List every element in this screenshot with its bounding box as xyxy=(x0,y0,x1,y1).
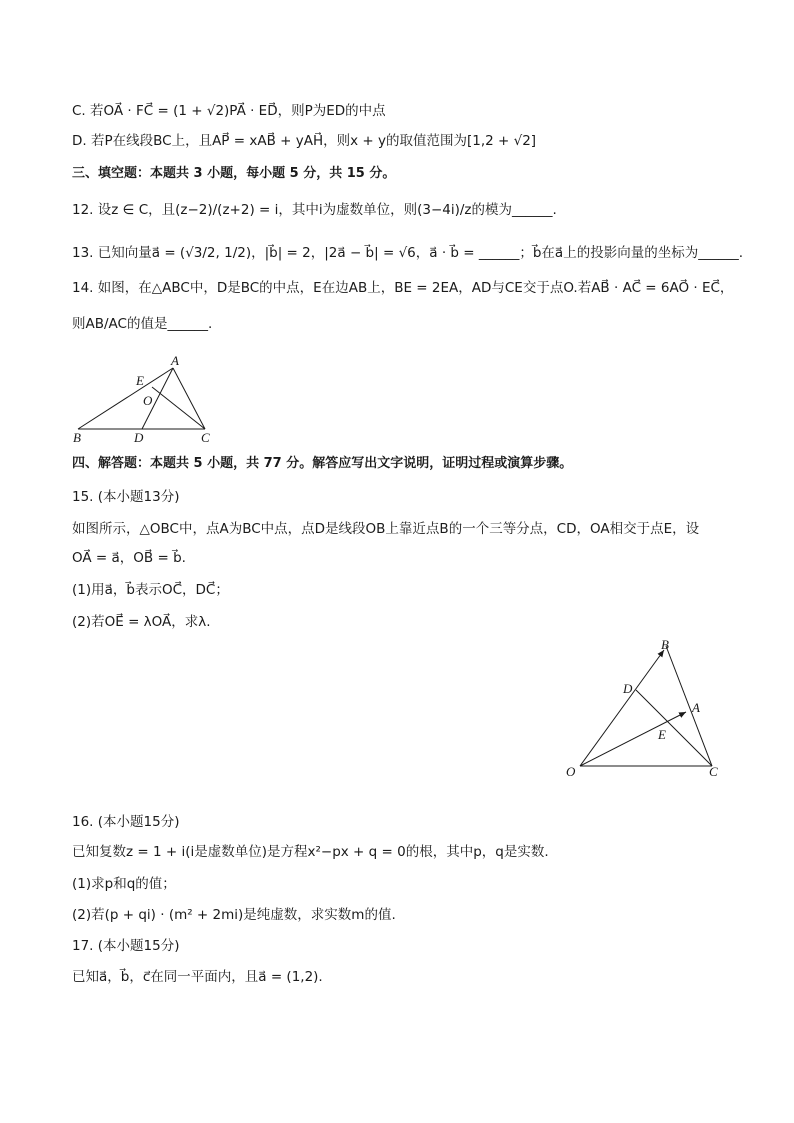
question-17-header: 17. (本小题15分) xyxy=(72,938,180,954)
segment-ac xyxy=(173,368,205,429)
label-a: A xyxy=(171,353,179,368)
question-17-line-1: 已知a⃗，b⃗，c⃗在同一平面内，且a⃗ = (1,2). xyxy=(72,969,323,985)
label-e: E xyxy=(658,727,666,742)
question-15-part-1: (1)用a⃗，b⃗表示OC⃗，DC⃗； xyxy=(72,582,229,598)
triangle-abc-figure xyxy=(70,352,220,447)
label-c: C xyxy=(201,430,210,445)
question-15-part-2: (2)若OE⃗ = λOA⃗，求λ. xyxy=(72,614,211,630)
segment-bc xyxy=(666,646,712,766)
segment-dc xyxy=(636,690,712,766)
question-14-line-2: 则AB/AC的值是______. xyxy=(72,316,213,332)
label-c: C xyxy=(709,764,718,779)
question-16-line-1: 已知复数z = 1 + i(i是虚数单位)是方程x²−px + q = 0的根，其中p，q是实数. xyxy=(72,844,549,860)
question-16-part-2: (2)若(p + qi) · (m² + 2mi)是纯虚数，求实数m的值. xyxy=(72,907,396,923)
option-c: C. 若OA⃗ · FC⃗ = (1 + √2)PA⃗ · ED⃗，则P为ED的中点 xyxy=(72,103,386,119)
question-14-line-1: 14. 如图，在△ABC中，D是BC的中点，E在边AB上，BE = 2EA，AD与CE交于点O.若AB⃗ · AC⃗ = 6AO⃗ · EC⃗， xyxy=(72,280,734,296)
question-16-part-1: (1)求p和q的值； xyxy=(72,876,176,892)
segment-ba xyxy=(78,368,173,429)
label-o: O xyxy=(566,764,576,779)
vector-oa xyxy=(580,712,686,766)
label-b: B xyxy=(73,430,81,445)
vector-ob xyxy=(580,650,664,766)
label-e: E xyxy=(136,373,144,388)
question-15-line-1: 如图所示，△OBC中，点A为BC中点，点D是线段OB上靠近点B的一个三等分点，CD，OA相交于点E，设 xyxy=(72,521,700,537)
question-15-header: 15. (本小题13分) xyxy=(72,489,180,505)
triangle-obc-figure xyxy=(560,630,730,785)
label-b: B xyxy=(661,637,669,652)
section-3-heading: 三、填空题：本题共 3 小题，每小题 5 分，共 15 分。 xyxy=(72,166,396,181)
section-4-heading: 四、解答题：本题共 5 小题，共 77 分。解答应写出文字说明，证明过程或演算步骤。 xyxy=(72,456,573,471)
question-16-header: 16. (本小题15分) xyxy=(72,814,180,830)
segment-ec xyxy=(152,387,205,429)
label-d: D xyxy=(134,430,144,445)
question-12: 12. 设z ∈ C，且(z−2)/(z+2) = i，其中i为虚数单位，则(3−4i)/z的模为______. xyxy=(72,202,557,218)
question-13: 13. 已知向量a⃗ = (√3/2, 1/2)，|b⃗| = 2，|2a⃗ − b⃗| = √6，a⃗ · b⃗ = ______；b⃗在a⃗上的投影向量的坐标为______. xyxy=(72,245,743,261)
label-a: A xyxy=(692,700,700,715)
question-15-line-2: OA⃗ = a⃗，OB⃗ = b⃗. xyxy=(72,550,186,566)
label-d: D xyxy=(623,681,633,696)
option-d: D. 若P在线段BC上，且AP⃗ = xAB⃗ + yAH⃗，则x + y的取值范围为[1,2 + √2] xyxy=(72,133,537,149)
label-o: O xyxy=(143,393,153,408)
